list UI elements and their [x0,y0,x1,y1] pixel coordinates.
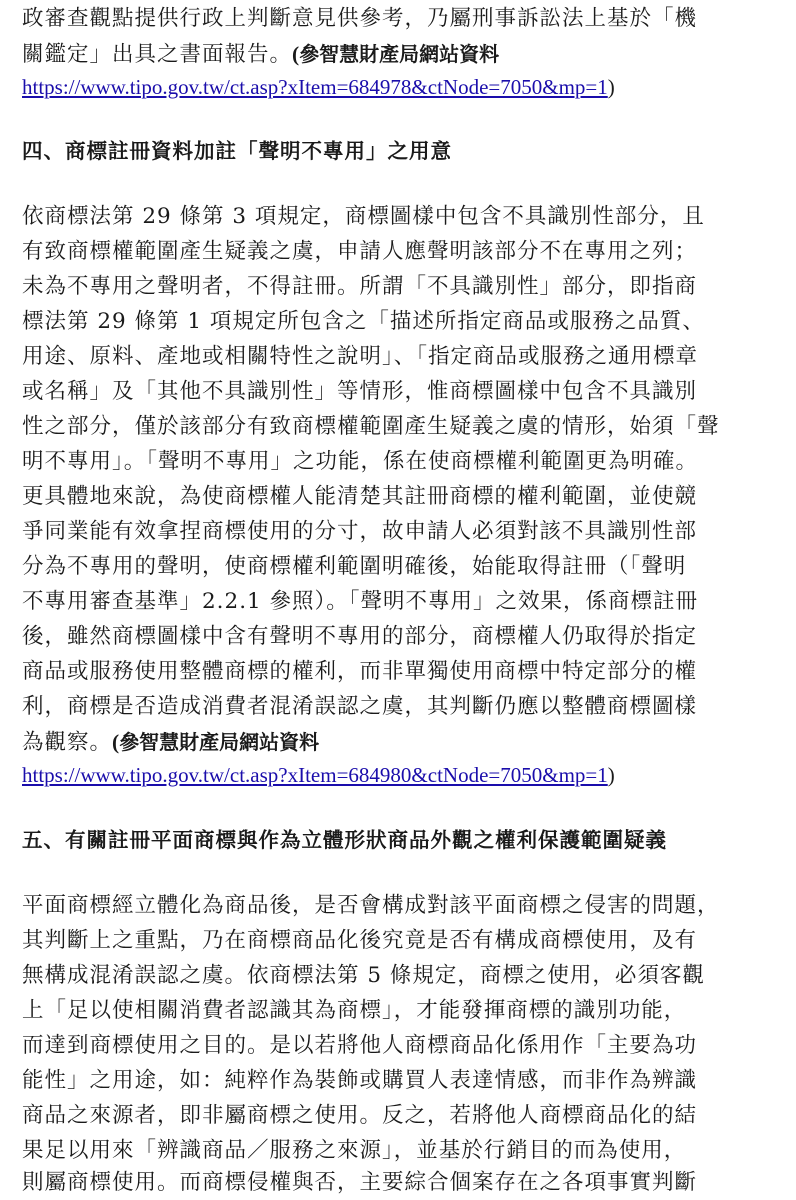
section-4-line: 標法第 29 條第 1 項規定所包含之「描述所指定商品或服務之品質、 [22,309,705,334]
intro-line-2 [22,37,499,71]
ref-open: ( [292,42,300,66]
section-4-line: 分為不專用的聲明，使商標權利範圍明確後，始能取得註冊（「聲明 [22,554,687,579]
reference-link-1[interactable] [22,70,615,104]
reference-label: 參智慧財產局網站資料 [119,730,320,754]
reference-url[interactable]: https://www.tipo.gov.tw/ct.asp?xItem=684980&ctNode=7050&mp=1 [22,763,608,787]
section-5-line: 果足以用來「辨識商品／服務之來源」，並基於行銷目的而為使用， [22,1138,687,1163]
section-4-line: 後，雖然商標圖樣中含有聲明不專用的部分，商標權人仍取得於指定 [22,624,698,649]
section-4-line: 依商標法第 29 條第 3 項規定，商標圖樣中包含不具識別性部分，且 [22,204,705,229]
reference-label: 參智慧財產局網站資料 [299,42,500,66]
section-4-line: 明不專用」。「聲明不專用」之功能，係在使商標權利範圍更為明確。 [22,449,699,474]
section-5-line: 無構成混淆誤認之虞。依商標法第 5 條規定，商標之使用，必須客觀 [22,963,705,988]
section-5-line: 上「足以使相關消費者認識其為商標」，才能發揮商標的識別功能， [22,998,687,1023]
section-5-line: 其判斷上之重點，乃在商標商品化後究竟是否有構成商標使用，及有 [22,928,698,953]
intro-line-1: 政審查觀點提供行政上判斷意見供參考，乃屬刑事訴訟法上基於「機 [22,6,698,31]
section-4-line: 未為不專用之聲明者，不得註冊。所謂「不具識別性」部分，即指商 [22,274,698,299]
section-4-line: 更具體地來說，為使商標權人能清楚其註冊商標的權利範圍，並使競 [22,484,698,509]
reference-link-2[interactable] [22,758,615,792]
section-5-line: 能性」之用途，如：純粹作為裝飾或購買人表達情感，而非作為辨識 [22,1068,698,1093]
section-5-line: 而達到商標使用之目的。是以若將他人商標商品化係用作「主要為功 [22,1033,698,1058]
section-4-line-last [22,725,319,759]
section-4-line: 性之部分，僅於該部分有致商標權範圍產生疑義之虞的情形，始須「聲 [22,414,720,439]
section-4-line: 用途、原料、產地或相關特性之說明」、「指定商品或服務之通用標章 [22,344,699,369]
intro-line-2-text: 關鑑定」出具之書面報告。 [22,42,293,67]
ref-open: ( [112,730,120,754]
ref-close: ) [607,75,615,99]
reference-url[interactable]: https://www.tipo.gov.tw/ct.asp?xItem=684978&ctNode=7050&mp=1 [22,75,608,99]
section-4-line: 利，商標是否造成消費者混淆誤認之虞，其判斷仍應以整體商標圖樣 [22,694,698,719]
section-4-line: 不專用審查基準」2.2.1 參照）。「聲明不專用」之效果，係商標註冊 [22,589,699,614]
section-5-heading: 五、有關註冊平面商標與作為立體形狀商品外觀之權利保護範圍疑義 [22,828,667,852]
section-4-line-text: 為觀察。 [22,730,113,755]
section-4-line: 商品或服務使用整體商標的權利，而非單獨使用商標中特定部分的權 [22,659,698,684]
section-4-line: 爭同業能有效拿捏商標使用的分寸，故申請人必須對該不具識別性部 [22,519,698,544]
section-5-line: 平面商標經立體化為商品後，是否會構成對該平面商標之侵害的問題， [22,893,720,918]
section-4-heading: 四、商標註冊資料加註「聲明不專用」之用意 [22,139,452,163]
ref-close: ) [607,763,615,787]
section-4-line: 或名稱」及「其他不具識別性」等情形，惟商標圖樣中包含不具識別 [22,379,698,404]
section-5-line: 商品之來源者，即非屬商標之使用。反之，若將他人商標商品化的結 [22,1103,698,1128]
section-5-line: 則屬商標使用。而商標侵權與否，主要綜合個案存在之各項事實判斷 [22,1170,698,1195]
section-4-line: 有致商標權範圍產生疑義之虞，申請人應聲明該部分不在專用之列； [22,239,698,264]
